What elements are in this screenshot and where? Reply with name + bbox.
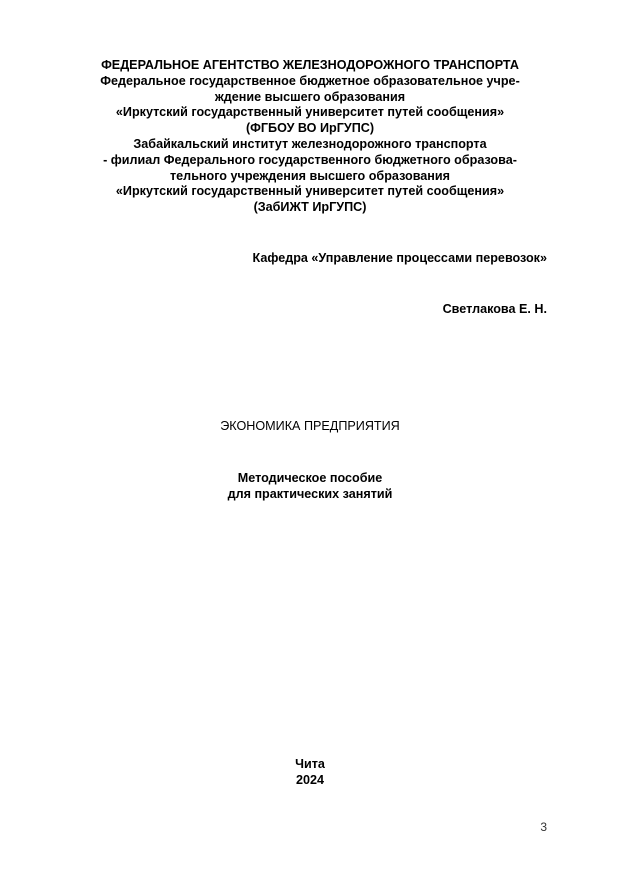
publication-place-year	[0, 756, 620, 788]
header-line: (ФГБОУ ВО ИрГУПС)	[245, 121, 375, 136]
document-title: ЭКОНОМИКА ПРЕДПРИЯТИЯ	[220, 419, 400, 433]
header-line: Забайкальский институт железнодорожного транспорта	[133, 136, 487, 151]
header-line: «Иркутский государственный университет путей сообщения»	[115, 184, 505, 199]
department-name: Кафедра «Управление процессами перевозок»	[252, 251, 547, 265]
header-line: (ЗабИЖТ ИрГУПС)	[253, 200, 367, 215]
publication-city: Чита	[295, 757, 325, 771]
header-line: ждение высшего образования	[214, 89, 406, 104]
header-line: тельного учреждения высшего образования	[170, 168, 450, 183]
header-line: - филиал Федерального государственного бюджетного образова-	[103, 152, 517, 167]
header-line: «Иркутский государственный университет путей сообщения»	[115, 105, 505, 120]
header-line: Федеральное государственное бюджетное образовательное учре-	[100, 73, 520, 88]
publication-year: 2024	[295, 773, 325, 787]
author-name: Светлакова Е. Н.	[442, 302, 547, 316]
page-number: 3	[540, 820, 547, 834]
document-subtitle	[0, 470, 620, 502]
subtitle-line: для практических занятий	[227, 487, 393, 501]
subtitle-line: Методическое пособие	[237, 471, 383, 485]
header-line: ФЕДЕРАЛЬНОЕ АГЕНТСТВО ЖЕЛЕЗНОДОРОЖНОГО ТРАНСПОРТА	[101, 58, 519, 72]
institution-header	[60, 58, 560, 216]
